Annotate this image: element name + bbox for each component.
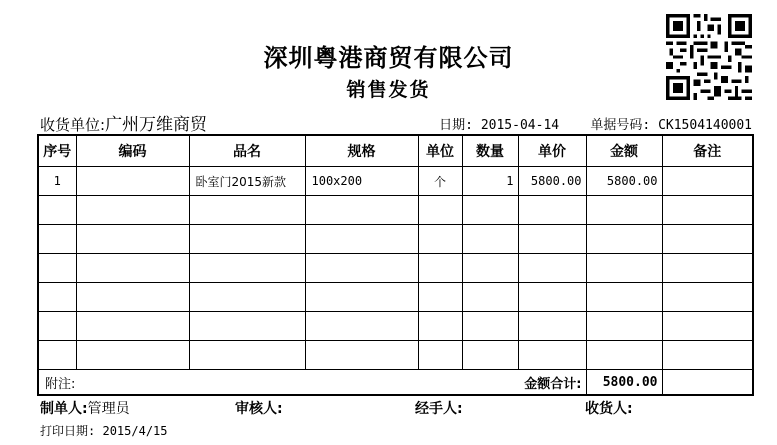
handler-label: 经手人: <box>415 401 463 417</box>
cell-product-name <box>189 341 305 370</box>
cell-spec <box>305 254 418 283</box>
maker-value: 管理员 <box>87 401 130 417</box>
cell-unit-price <box>518 283 586 312</box>
cell-index: 1 <box>38 167 76 196</box>
cell-remarks <box>662 196 753 225</box>
cell-index <box>38 254 76 283</box>
cell-unit-price <box>518 341 586 370</box>
maker-label: 制单人: <box>40 401 88 417</box>
cell-code <box>76 167 189 196</box>
cell-index <box>38 341 76 370</box>
cell-index <box>38 283 76 312</box>
cell-amount: 5800.00 <box>586 167 662 196</box>
header-unit: 单位 <box>418 135 462 167</box>
header-product-name: 品名 <box>189 135 305 167</box>
doc-number-value: CK1504140001 <box>658 118 752 133</box>
header-spec: 规格 <box>305 135 418 167</box>
table-row <box>38 283 753 312</box>
qr-code-icon <box>666 14 752 100</box>
document-title: 销售发货 <box>346 79 431 101</box>
cell-quantity <box>462 312 518 341</box>
cell-code <box>76 312 189 341</box>
cell-amount <box>586 196 662 225</box>
date-label: 日期: <box>439 118 473 133</box>
cell-code <box>76 225 189 254</box>
table-row <box>38 254 753 283</box>
header-index: 序号 <box>38 135 76 167</box>
cell-unit: 个 <box>418 167 462 196</box>
cell-spec <box>305 225 418 254</box>
cell-amount <box>586 341 662 370</box>
cell-unit-price: 5800.00 <box>518 167 586 196</box>
cell-product-name <box>189 283 305 312</box>
cell-code <box>76 196 189 225</box>
note-label: 附注: <box>38 370 462 396</box>
cell-unit-price <box>518 196 586 225</box>
cell-spec <box>305 312 418 341</box>
customer-line <box>40 110 207 135</box>
table-row <box>38 225 753 254</box>
cell-product-name <box>189 196 305 225</box>
summary-remarks <box>662 370 753 396</box>
cell-spec <box>305 196 418 225</box>
print-date-value: 2015/4/15 <box>102 424 168 438</box>
cell-product-name: 卧室门2015新款 <box>189 167 305 196</box>
cell-amount <box>586 225 662 254</box>
cell-product-name <box>189 312 305 341</box>
receiver-field <box>585 398 633 418</box>
customer-label: 收货单位: <box>40 116 106 134</box>
total-value: 5800.00 <box>586 370 662 396</box>
document-meta <box>439 114 752 133</box>
cell-unit <box>418 312 462 341</box>
cell-code <box>76 254 189 283</box>
cell-spec <box>305 283 418 312</box>
cell-spec <box>305 341 418 370</box>
table-row <box>38 341 753 370</box>
header-code: 编码 <box>76 135 189 167</box>
table-header-row <box>38 135 753 167</box>
cell-quantity <box>462 341 518 370</box>
table-row <box>38 196 753 225</box>
cell-unit-price <box>518 254 586 283</box>
cell-remarks <box>662 341 753 370</box>
cell-index <box>38 225 76 254</box>
cell-index <box>38 196 76 225</box>
summary-row <box>38 370 753 396</box>
cell-remarks <box>662 312 753 341</box>
cell-unit <box>418 196 462 225</box>
cell-amount <box>586 254 662 283</box>
cell-index <box>38 312 76 341</box>
cell-quantity <box>462 196 518 225</box>
cell-remarks <box>662 167 753 196</box>
cell-amount <box>586 283 662 312</box>
cell-remarks <box>662 254 753 283</box>
cell-remarks <box>662 225 753 254</box>
cell-amount <box>586 312 662 341</box>
cell-code <box>76 341 189 370</box>
cell-unit <box>418 283 462 312</box>
header-amount: 金额 <box>586 135 662 167</box>
cell-quantity: 1 <box>462 167 518 196</box>
handler-field <box>415 398 463 418</box>
header-remarks: 备注 <box>662 135 753 167</box>
cell-remarks <box>662 283 753 312</box>
header-unit-price: 单价 <box>518 135 586 167</box>
table-row <box>38 312 753 341</box>
cell-unit-price <box>518 225 586 254</box>
cell-quantity <box>462 254 518 283</box>
print-date-label: 打印日期: <box>40 424 96 438</box>
cell-unit <box>418 225 462 254</box>
doc-number-label: 单据号码: <box>590 118 651 133</box>
header-quantity: 数量 <box>462 135 518 167</box>
items-table <box>37 134 754 396</box>
customer-value: 广州万维商贸 <box>105 115 208 135</box>
cell-product-name <box>189 254 305 283</box>
date-value: 2015-04-14 <box>480 118 560 133</box>
total-label: 金额合计: <box>462 370 586 396</box>
reviewer-field <box>235 398 283 418</box>
cell-unit-price <box>518 312 586 341</box>
cell-unit <box>418 254 462 283</box>
cell-unit <box>418 341 462 370</box>
maker-field <box>40 398 130 418</box>
cell-product-name <box>189 225 305 254</box>
cell-quantity <box>462 225 518 254</box>
reviewer-label: 审核人: <box>235 401 283 417</box>
print-date <box>40 422 168 439</box>
cell-code <box>76 283 189 312</box>
cell-quantity <box>462 283 518 312</box>
cell-spec: 100x200 <box>305 167 418 196</box>
table-row <box>38 167 753 196</box>
receiver-label: 收货人: <box>585 401 633 417</box>
company-name: 深圳粤港商贸有限公司 <box>263 43 514 72</box>
